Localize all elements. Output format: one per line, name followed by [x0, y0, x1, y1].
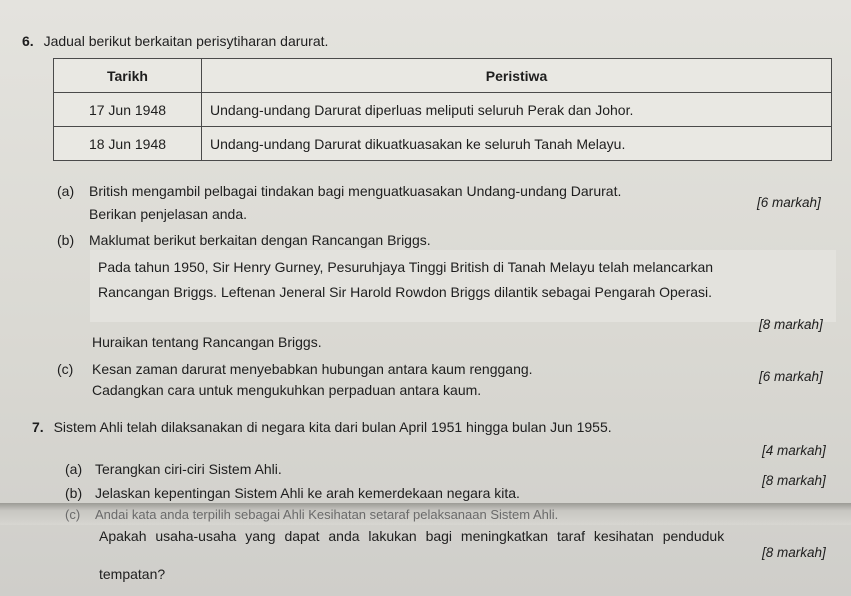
q6b-info-line2: Rancangan Briggs. Leftenan Jeneral Sir Harold Rowdon Briggs dilantik sebagai Pengarah Operasi.: [98, 284, 713, 300]
row-event: Undang-undang Darurat dikuatkuasakan ke seluruh Tanah Melayu.: [202, 127, 832, 161]
q6c-line2: Cadangkan cara untuk mengukuhkan perpaduan antara kaum.: [92, 382, 482, 398]
q7a-text: Terangkan ciri-ciri Sistem Ahli.: [95, 461, 282, 477]
q7b-text: Jelaskan kepentingan Sistem Ahli ke arah kemerdekaan negara kita.: [95, 485, 520, 501]
row-event: Undang-undang Darurat diperluas meliputi seluruh Perak dan Johor.: [202, 93, 832, 127]
q6a-line1: British mengambil pelbagai tindakan bagi menguatkuasakan Undang-undang Darurat.: [89, 183, 622, 199]
q6-intro: Jadual berikut berkaitan perisytiharan darurat.: [43, 33, 329, 49]
q6a-line2: Berikan penjelasan anda.: [89, 206, 248, 222]
q7c-label: (c): [65, 507, 81, 522]
q6-number: 6.: [22, 33, 34, 49]
q7-number: 7.: [32, 419, 44, 435]
q7c-marks: [8 markah]: [762, 545, 826, 560]
q6c-marks: [6 markah]: [759, 369, 823, 384]
table-row: [54, 93, 832, 127]
q7-intro: Sistem Ahli telah dilaksanakan di negara kita dari bulan April 1951 hingga bulan Jun 1955.: [53, 419, 612, 435]
q7c-line2: Apakah usaha-usaha yang dapat anda lakukan bagi meningkatkan taraf kesihatan penduduk: [99, 528, 725, 544]
q6c-label: (c): [57, 361, 74, 377]
q6b-question: Huraikan tentang Rancangan Briggs.: [92, 334, 322, 350]
q7c-line1: Andai kata anda terpilih sebagai Ahli Kesihatan setaraf pelaksanaan Sistem Ahli.: [95, 507, 559, 522]
q6b-info-line1: Pada tahun 1950, Sir Henry Gurney, Pesuruhjaya Tinggi British di Tanah Melayu telah melancarkan: [98, 259, 714, 275]
row-date: 18 Jun 1948: [54, 127, 202, 161]
q6b-marks: [8 markah]: [759, 317, 823, 332]
q7b-label: (b): [65, 485, 83, 501]
q7b-marks: [8 markah]: [762, 473, 826, 488]
table-header-row: [54, 59, 832, 93]
header-date: Tarikh: [54, 59, 202, 93]
q6b-line1: Maklumat berikut berkaitan dengan Rancangan Briggs.: [89, 232, 431, 248]
table-row: [54, 127, 832, 161]
q6a-label: (a): [57, 183, 75, 199]
row-date: 17 Jun 1948: [54, 93, 202, 127]
q7a-label: (a): [65, 461, 83, 477]
header-event: Peristiwa: [202, 59, 832, 93]
q7-heading: [32, 419, 612, 435]
q6a-marks: [6 markah]: [757, 195, 821, 210]
q6-heading: [22, 33, 328, 49]
q6c-line1: Kesan zaman darurat menyebabkan hubungan antara kaum renggang.: [92, 361, 533, 377]
q7a-marks: [4 markah]: [762, 443, 826, 458]
events-table: [53, 58, 832, 161]
q6b-label: (b): [57, 232, 75, 248]
q7c-line3: tempatan?: [99, 566, 166, 582]
